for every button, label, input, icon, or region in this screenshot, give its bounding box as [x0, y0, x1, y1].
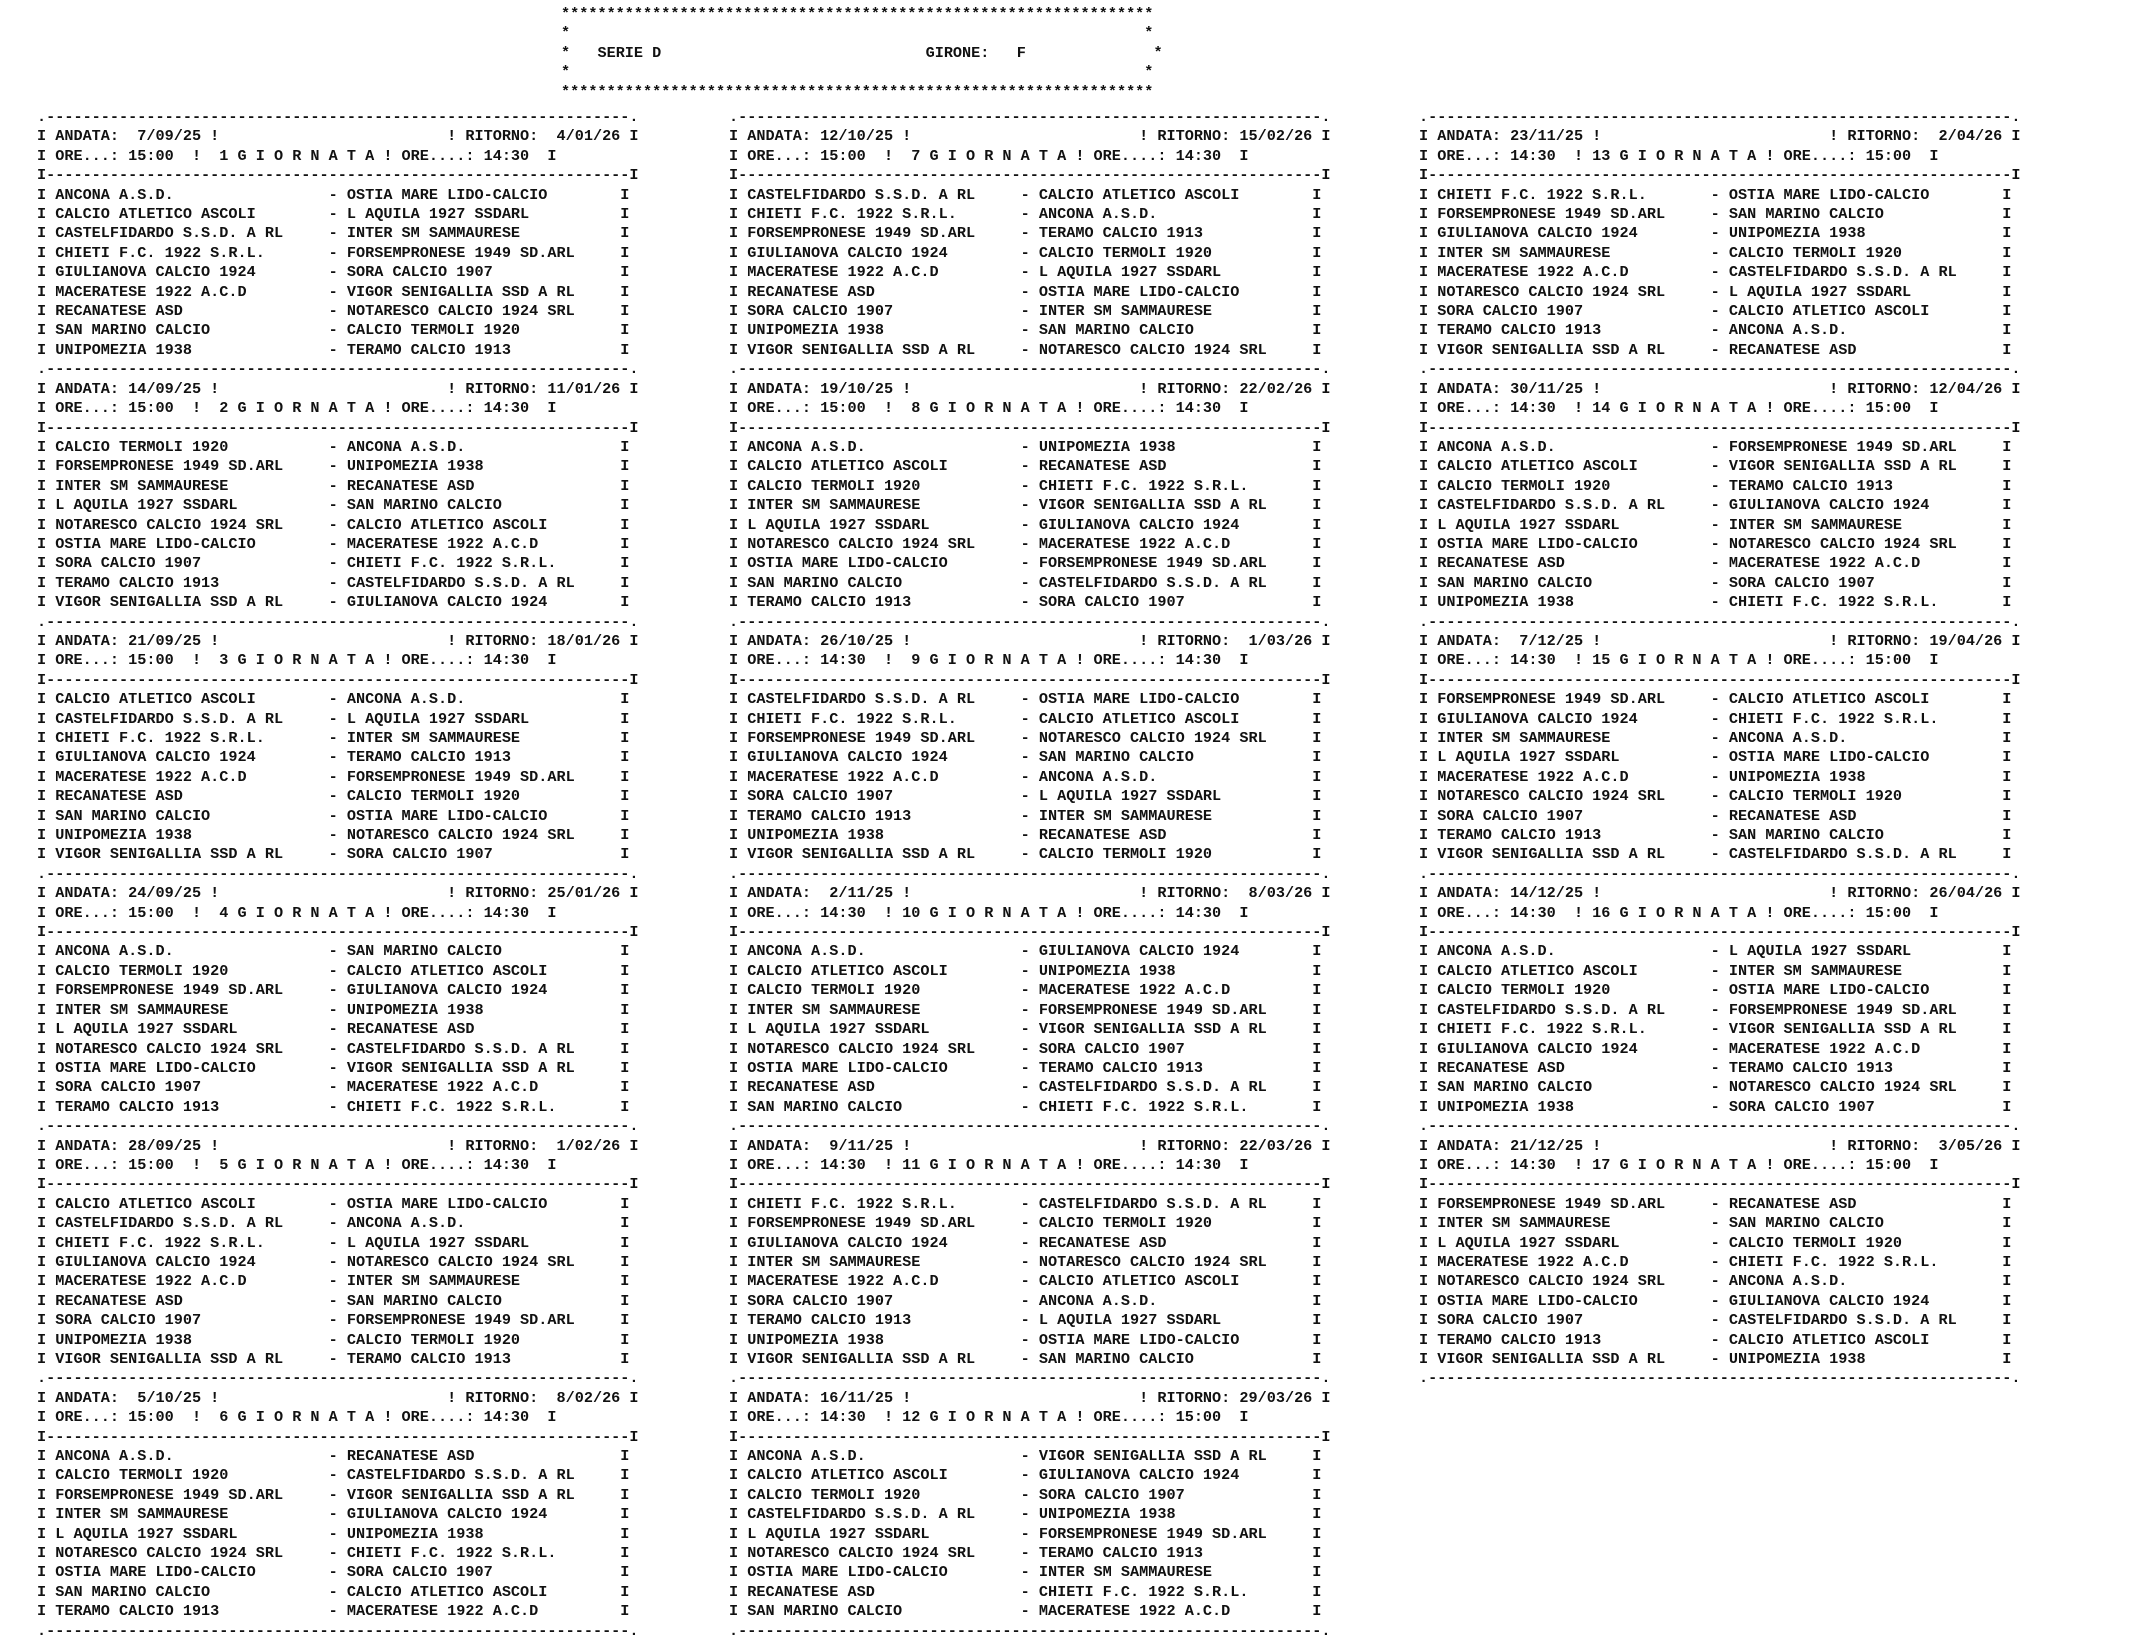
round-bottom-border: .----------------------------------------------------------------. — [37, 1369, 639, 1388]
round-header-dates: I ANDATA: 9/11/25 ! ! RITORNO: 22/03/26 I — [729, 1136, 1331, 1155]
round-header-divider: I----------------------------------------------------------------I — [1419, 418, 2021, 437]
round-header-dates: I ANDATA: 19/10/25 ! ! RITORNO: 22/02/26 I — [729, 379, 1331, 398]
round-header-dates: I ANDATA: 21/09/25 ! ! RITORNO: 18/01/26 I — [37, 631, 639, 650]
column-right — [1419, 108, 2021, 1389]
match-row: I RECANATESE ASD - OSTIA MARE LIDO-CALCIO I — [729, 282, 1322, 301]
match-row: I RECANATESE ASD - CALCIO TERMOLI 1920 I — [37, 787, 630, 806]
round-bottom-border: .----------------------------------------------------------------. — [729, 360, 1331, 379]
match-row: I TERAMO CALCIO 1913 - MACERATESE 1922 A.C.D I — [37, 1602, 630, 1621]
match-row: I CHIETI F.C. 1922 S.R.L. - CALCIO ATLETICO ASCOLI I — [729, 709, 1322, 728]
match-row: I NOTARESCO CALCIO 1924 SRL - SORA CALCIO 1907 I — [729, 1039, 1322, 1058]
round-header-dates: I ANDATA: 7/09/25 ! ! RITORNO: 4/01/26 I — [37, 127, 639, 146]
round-header-times: I ORE...: 15:00 ! 3 G I O R N A T A ! ORE....: 14:30 I — [37, 651, 557, 670]
match-row: I L AQUILA 1927 SSDARL - FORSEMPRONESE 1949 SD.ARL I — [729, 1524, 1322, 1543]
match-row: I RECANATESE ASD - NOTARESCO CALCIO 1924 SRL I — [37, 302, 630, 321]
match-row: I NOTARESCO CALCIO 1924 SRL - TERAMO CALCIO 1913 I — [729, 1544, 1322, 1563]
match-row: I FORSEMPRONESE 1949 SD.ARL - CALCIO TERMOLI 1920 I — [729, 1214, 1322, 1233]
match-row: I MACERATESE 1922 A.C.D - CASTELFIDARDO S.S.D. A RL I — [1419, 263, 2012, 282]
match-row: I VIGOR SENIGALLIA SSD A RL - UNIPOMEZIA 1938 I — [1419, 1350, 2012, 1368]
match-row: I TERAMO CALCIO 1913 - CHIETI F.C. 1922 S.R.L. I — [37, 1097, 630, 1116]
match-row: I CALCIO ATLETICO ASCOLI - L AQUILA 1927 SSDARL I — [37, 205, 630, 224]
match-row: I INTER SM SAMMAURESE - SAN MARINO CALCIO I — [1419, 1214, 2012, 1233]
match-row: I MACERATESE 1922 A.C.D - FORSEMPRONESE 1949 SD.ARL I — [37, 767, 630, 786]
round-header-times: I ORE...: 15:00 ! 8 G I O R N A T A ! ORE....: 14:30 I — [729, 399, 1249, 418]
match-row: I FORSEMPRONESE 1949 SD.ARL - CALCIO ATLETICO ASCOLI I — [1419, 690, 2012, 709]
league-name: SERIE D — [597, 43, 662, 62]
match-row: I UNIPOMEZIA 1938 - SAN MARINO CALCIO I — [729, 321, 1322, 340]
match-row: I CASTELFIDARDO S.S.D. A RL - GIULIANOVA CALCIO 1924 I — [1419, 496, 2012, 515]
match-row: I TERAMO CALCIO 1913 - L AQUILA 1927 SSDARL I — [729, 1311, 1322, 1330]
match-row: I VIGOR SENIGALLIA SSD A RL - SAN MARINO CALCIO I — [729, 1350, 1322, 1368]
match-row: I SORA CALCIO 1907 - FORSEMPRONESE 1949 SD.ARL I — [37, 1311, 630, 1330]
match-row: I FORSEMPRONESE 1949 SD.ARL - UNIPOMEZIA 1938 I — [37, 457, 630, 476]
match-row: I SORA CALCIO 1907 - INTER SM SAMMAURESE I — [729, 302, 1322, 321]
round-header-times: I ORE...: 15:00 ! 2 G I O R N A T A ! ORE....: 14:30 I — [37, 399, 557, 418]
round-header-times: I ORE...: 14:30 ! 16 G I O R N A T A ! ORE....: 15:00 I — [1419, 903, 1939, 922]
match-row: I OSTIA MARE LIDO-CALCIO - GIULIANOVA CALCIO 1924 I — [1419, 1291, 2012, 1310]
match-row: I L AQUILA 1927 SSDARL - INTER SM SAMMAURESE I — [1419, 515, 2012, 534]
match-row: I CASTELFIDARDO S.S.D. A RL - UNIPOMEZIA 1938 I — [729, 1505, 1322, 1524]
round-bottom-border: .----------------------------------------------------------------. — [729, 612, 1331, 631]
match-row: I INTER SM SAMMAURESE - RECANATESE ASD I — [37, 476, 630, 495]
match-row: I CALCIO TERMOLI 1920 - TERAMO CALCIO 1913 I — [1419, 476, 2012, 495]
round-header-dates: I ANDATA: 16/11/25 ! ! RITORNO: 29/03/26 I — [729, 1388, 1331, 1407]
round-2 — [37, 380, 639, 632]
header-banner — [561, 5, 1163, 102]
girone-value: F — [1016, 43, 1026, 62]
match-row: I INTER SM SAMMAURESE - UNIPOMEZIA 1938 I — [37, 1000, 630, 1019]
round-header-dates: I ANDATA: 24/09/25 ! ! RITORNO: 25/01/26 I — [37, 884, 639, 903]
round-header-divider: I----------------------------------------------------------------I — [37, 418, 639, 437]
match-row: I TERAMO CALCIO 1913 - ANCONA A.S.D. I — [1419, 321, 2012, 340]
match-row: I CASTELFIDARDO S.S.D. A RL - INTER SM SAMMAURESE I — [37, 224, 630, 243]
round-header-dates: I ANDATA: 14/09/25 ! ! RITORNO: 11/01/26 I — [37, 379, 639, 398]
match-row: I FORSEMPRONESE 1949 SD.ARL - TERAMO CALCIO 1913 I — [729, 224, 1322, 243]
match-row: I CALCIO TERMOLI 1920 - OSTIA MARE LIDO-CALCIO I — [1419, 981, 2012, 1000]
match-row: I SAN MARINO CALCIO - CALCIO TERMOLI 1920 I — [37, 321, 630, 340]
match-row: I OSTIA MARE LIDO-CALCIO - FORSEMPRONESE 1949 SD.ARL I — [729, 554, 1322, 573]
round-17 — [1419, 1137, 2021, 1389]
round-header-divider: I----------------------------------------------------------------I — [37, 1175, 639, 1194]
round-3 — [37, 632, 639, 884]
match-row: I GIULIANOVA CALCIO 1924 - TERAMO CALCIO 1913 I — [37, 748, 630, 767]
match-row: I INTER SM SAMMAURESE - CALCIO TERMOLI 1920 I — [1419, 243, 2012, 262]
match-row: I CHIETI F.C. 1922 S.R.L. - L AQUILA 1927 SSDARL I — [37, 1233, 630, 1252]
round-bottom-border: .----------------------------------------------------------------. — [1419, 1369, 2021, 1388]
match-row: I RECANATESE ASD - MACERATESE 1922 A.C.D I — [1419, 554, 2012, 573]
round-header-dates: I ANDATA: 21/12/25 ! ! RITORNO: 3/05/26 I — [1419, 1136, 2021, 1155]
match-row: I MACERATESE 1922 A.C.D - UNIPOMEZIA 1938 I — [1419, 767, 2012, 786]
match-row: I CALCIO ATLETICO ASCOLI - VIGOR SENIGALLIA SSD A RL I — [1419, 457, 2012, 476]
match-row: I VIGOR SENIGALLIA SSD A RL - CALCIO TERMOLI 1920 I — [729, 845, 1322, 864]
match-row: I GIULIANOVA CALCIO 1924 - NOTARESCO CALCIO 1924 SRL I — [37, 1252, 630, 1271]
round-7 — [729, 108, 1331, 380]
round-header-dates: I ANDATA: 12/10/25 ! ! RITORNO: 15/02/26 I — [729, 127, 1331, 146]
match-row: I SORA CALCIO 1907 - CASTELFIDARDO S.S.D. A RL I — [1419, 1311, 2012, 1330]
round-header-dates: I ANDATA: 2/11/25 ! ! RITORNO: 8/03/26 I — [729, 884, 1331, 903]
match-row: I INTER SM SAMMAURESE - FORSEMPRONESE 1949 SD.ARL I — [729, 1000, 1322, 1019]
match-row: I ANCONA A.S.D. - L AQUILA 1927 SSDARL I — [1419, 942, 2012, 961]
match-row: I MACERATESE 1922 A.C.D - L AQUILA 1927 SSDARL I — [729, 263, 1322, 282]
round-bottom-border: .----------------------------------------------------------------. — [37, 864, 639, 883]
match-row: I CALCIO TERMOLI 1920 - CASTELFIDARDO S.S.D. A RL I — [37, 1466, 630, 1485]
round-header-divider: I----------------------------------------------------------------I — [37, 166, 639, 185]
match-row: I NOTARESCO CALCIO 1924 SRL - ANCONA A.S.D. I — [1419, 1272, 2012, 1291]
match-row: I CHIETI F.C. 1922 S.R.L. - CASTELFIDARDO S.S.D. A RL I — [729, 1194, 1322, 1213]
match-row: I OSTIA MARE LIDO-CALCIO - VIGOR SENIGALLIA SSD A RL I — [37, 1058, 630, 1077]
match-row: I CHIETI F.C. 1922 S.R.L. - INTER SM SAMMAURESE I — [37, 729, 630, 747]
round-header-divider: I----------------------------------------------------------------I — [729, 166, 1331, 185]
round-bottom-border: .----------------------------------------------------------------. — [37, 360, 639, 379]
match-row: I OSTIA MARE LIDO-CALCIO - TERAMO CALCIO 1913 I — [729, 1058, 1322, 1077]
round-header-times: I ORE...: 15:00 ! 4 G I O R N A T A ! ORE....: 14:30 I — [37, 903, 557, 922]
match-row: I SORA CALCIO 1907 - ANCONA A.S.D. I — [729, 1291, 1322, 1310]
match-row: I L AQUILA 1927 SSDARL - RECANATESE ASD I — [37, 1020, 630, 1039]
round-header-times: I ORE...: 15:00 ! 7 G I O R N A T A ! ORE....: 14:30 I — [729, 146, 1249, 165]
round-top-border: .----------------------------------------------------------------. — [37, 108, 639, 126]
match-row: I NOTARESCO CALCIO 1924 SRL - CALCIO ATLETICO ASCOLI I — [37, 515, 630, 534]
match-row: I CHIETI F.C. 1922 S.R.L. - ANCONA A.S.D. I — [729, 205, 1322, 224]
match-row: I UNIPOMEZIA 1938 - CHIETI F.C. 1922 S.R.L. I — [1419, 593, 2012, 612]
round-16 — [1419, 884, 2021, 1136]
match-row: I UNIPOMEZIA 1938 - RECANATESE ASD I — [729, 826, 1322, 845]
banner-title-line: * SERIE D GIRONE: F * — [561, 43, 1163, 62]
match-row: I NOTARESCO CALCIO 1924 SRL - CALCIO TERMOLI 1920 I — [1419, 787, 2012, 806]
match-row: I FORSEMPRONESE 1949 SD.ARL - NOTARESCO CALCIO 1924 SRL I — [729, 729, 1322, 747]
match-row: I RECANATESE ASD - TERAMO CALCIO 1913 I — [1419, 1058, 2012, 1077]
match-row: I ANCONA A.S.D. - VIGOR SENIGALLIA SSD A RL I — [729, 1447, 1322, 1466]
round-header-dates: I ANDATA: 26/10/25 ! ! RITORNO: 1/03/26 I — [729, 631, 1331, 650]
round-header-times: I ORE...: 14:30 ! 14 G I O R N A T A ! ORE....: 15:00 I — [1419, 399, 1939, 418]
round-header-divider: I----------------------------------------------------------------I — [1419, 1175, 2021, 1194]
round-header-divider: I----------------------------------------------------------------I — [729, 1427, 1331, 1446]
round-bottom-border: .----------------------------------------------------------------. — [37, 1621, 639, 1640]
round-header-dates: I ANDATA: 28/09/25 ! ! RITORNO: 1/02/26 I — [37, 1136, 639, 1155]
match-row: I UNIPOMEZIA 1938 - SORA CALCIO 1907 I — [1419, 1097, 2012, 1116]
round-8 — [729, 380, 1331, 632]
round-header-times: I ORE...: 14:30 ! 11 G I O R N A T A ! ORE....: 14:30 I — [729, 1155, 1249, 1174]
round-bottom-border: .----------------------------------------------------------------. — [1419, 612, 2021, 631]
round-header-divider: I----------------------------------------------------------------I — [1419, 670, 2021, 689]
round-header-times: I ORE...: 14:30 ! 12 G I O R N A T A ! ORE....: 15:00 I — [729, 1408, 1249, 1427]
round-header-divider: I----------------------------------------------------------------I — [37, 923, 639, 942]
match-row: I INTER SM SAMMAURESE - NOTARESCO CALCIO 1924 SRL I — [729, 1252, 1322, 1271]
match-row: I CASTELFIDARDO S.S.D. A RL - CALCIO ATLETICO ASCOLI I — [729, 185, 1322, 204]
match-row: I CASTELFIDARDO S.S.D. A RL - OSTIA MARE LIDO-CALCIO I — [729, 690, 1322, 709]
round-bottom-border: .----------------------------------------------------------------. — [1419, 360, 2021, 379]
round-13 — [1419, 108, 2021, 380]
match-row: I GIULIANOVA CALCIO 1924 - CHIETI F.C. 1922 S.R.L. I — [1419, 709, 2012, 728]
match-row: I CHIETI F.C. 1922 S.R.L. - FORSEMPRONESE 1949 SD.ARL I — [37, 243, 630, 262]
match-row: I CALCIO TERMOLI 1920 - CALCIO ATLETICO ASCOLI I — [37, 961, 630, 980]
match-row: I INTER SM SAMMAURESE - VIGOR SENIGALLIA SSD A RL I — [729, 496, 1322, 515]
match-row: I VIGOR SENIGALLIA SSD A RL - RECANATESE ASD I — [1419, 340, 2012, 359]
banner-blank-line: * * — [561, 63, 1154, 82]
match-row: I OSTIA MARE LIDO-CALCIO - NOTARESCO CALCIO 1924 SRL I — [1419, 534, 2012, 553]
match-row: I SORA CALCIO 1907 - L AQUILA 1927 SSDARL I — [729, 787, 1322, 806]
match-row: I L AQUILA 1927 SSDARL - VIGOR SENIGALLIA SSD A RL I — [729, 1020, 1322, 1039]
match-row: I GIULIANOVA CALCIO 1924 - SORA CALCIO 1907 I — [37, 263, 630, 282]
match-row: I CHIETI F.C. 1922 S.R.L. - VIGOR SENIGALLIA SSD A RL I — [1419, 1020, 2012, 1039]
match-row: I NOTARESCO CALCIO 1924 SRL - CASTELFIDARDO S.S.D. A RL I — [37, 1039, 630, 1058]
round-15 — [1419, 632, 2021, 884]
column-left — [37, 108, 639, 1641]
banner-top-border: ***************************************************************** — [561, 5, 1154, 23]
banner-blank-line: * * — [561, 24, 1154, 43]
round-9 — [729, 632, 1331, 884]
match-row: I VIGOR SENIGALLIA SSD A RL - CASTELFIDARDO S.S.D. A RL I — [1419, 845, 2012, 864]
match-row: I TERAMO CALCIO 1913 - SAN MARINO CALCIO I — [1419, 826, 2012, 845]
match-row: I ANCONA A.S.D. - UNIPOMEZIA 1938 I — [729, 437, 1322, 456]
match-row: I GIULIANOVA CALCIO 1924 - MACERATESE 1922 A.C.D I — [1419, 1039, 2012, 1058]
round-4 — [37, 884, 639, 1136]
banner-bottom-border: ***************************************************************** — [561, 82, 1154, 101]
match-row: I ANCONA A.S.D. - OSTIA MARE LIDO-CALCIO I — [37, 185, 630, 204]
round-top-border: .----------------------------------------------------------------. — [1419, 108, 2021, 126]
match-row: I MACERATESE 1922 A.C.D - CALCIO ATLETICO ASCOLI I — [729, 1272, 1322, 1291]
round-11 — [729, 1137, 1331, 1389]
match-row: I CASTELFIDARDO S.S.D. A RL - L AQUILA 1927 SSDARL I — [37, 709, 630, 728]
match-row: I INTER SM SAMMAURESE - ANCONA A.S.D. I — [1419, 729, 2012, 747]
match-row: I RECANATESE ASD - SAN MARINO CALCIO I — [37, 1291, 630, 1310]
round-top-border: .----------------------------------------------------------------. — [729, 108, 1331, 126]
round-header-divider: I----------------------------------------------------------------I — [1419, 166, 2021, 185]
match-row: I SORA CALCIO 1907 - RECANATESE ASD I — [1419, 806, 2012, 825]
match-row: I CALCIO ATLETICO ASCOLI - GIULIANOVA CALCIO 1924 I — [729, 1466, 1322, 1485]
match-row: I ANCONA A.S.D. - RECANATESE ASD I — [37, 1447, 630, 1466]
match-row: I RECANATESE ASD - CASTELFIDARDO S.S.D. A RL I — [729, 1078, 1322, 1097]
round-bottom-border: .----------------------------------------------------------------. — [1419, 1117, 2021, 1136]
round-header-dates: I ANDATA: 7/12/25 ! ! RITORNO: 19/04/26 I — [1419, 631, 2021, 650]
round-header-times: I ORE...: 14:30 ! 13 G I O R N A T A ! ORE....: 15:00 I — [1419, 146, 1939, 165]
round-header-divider: I----------------------------------------------------------------I — [729, 418, 1331, 437]
match-row: I UNIPOMEZIA 1938 - OSTIA MARE LIDO-CALCIO I — [729, 1330, 1322, 1349]
match-row: I MACERATESE 1922 A.C.D - ANCONA A.S.D. I — [729, 767, 1322, 786]
match-row: I SAN MARINO CALCIO - CALCIO ATLETICO ASCOLI I — [37, 1582, 630, 1601]
match-row: I CALCIO ATLETICO ASCOLI - UNIPOMEZIA 1938 I — [729, 961, 1322, 980]
match-row: I ANCONA A.S.D. - SAN MARINO CALCIO I — [37, 942, 630, 961]
round-header-divider: I----------------------------------------------------------------I — [37, 1427, 639, 1446]
match-row: I CALCIO ATLETICO ASCOLI - ANCONA A.S.D. I — [37, 690, 630, 709]
match-row: I L AQUILA 1927 SSDARL - UNIPOMEZIA 1938 I — [37, 1524, 630, 1543]
match-row: I NOTARESCO CALCIO 1924 SRL - L AQUILA 1927 SSDARL I — [1419, 282, 2012, 301]
round-header-dates: I ANDATA: 23/11/25 ! ! RITORNO: 2/04/26 I — [1419, 127, 2021, 146]
match-row: I OSTIA MARE LIDO-CALCIO - MACERATESE 1922 A.C.D I — [37, 534, 630, 553]
match-row: I SAN MARINO CALCIO - SORA CALCIO 1907 I — [1419, 573, 2012, 592]
match-row: I SORA CALCIO 1907 - CALCIO ATLETICO ASCOLI I — [1419, 302, 2012, 321]
match-row: I SAN MARINO CALCIO - NOTARESCO CALCIO 1924 SRL I — [1419, 1078, 2012, 1097]
match-row: I FORSEMPRONESE 1949 SD.ARL - RECANATESE ASD I — [1419, 1194, 2012, 1213]
round-header-dates: I ANDATA: 5/10/25 ! ! RITORNO: 8/02/26 I — [37, 1388, 639, 1407]
round-5 — [37, 1137, 639, 1389]
round-header-times: I ORE...: 15:00 ! 5 G I O R N A T A ! ORE....: 14:30 I — [37, 1155, 557, 1174]
round-header-divider: I----------------------------------------------------------------I — [37, 670, 639, 689]
round-header-times: I ORE...: 14:30 ! 15 G I O R N A T A ! ORE....: 15:00 I — [1419, 651, 1939, 670]
match-row: I GIULIANOVA CALCIO 1924 - UNIPOMEZIA 1938 I — [1419, 224, 2012, 243]
match-row: I CASTELFIDARDO S.S.D. A RL - FORSEMPRONESE 1949 SD.ARL I — [1419, 1000, 2012, 1019]
round-header-times: I ORE...: 14:30 ! 17 G I O R N A T A ! ORE....: 15:00 I — [1419, 1155, 1939, 1174]
round-header-divider: I----------------------------------------------------------------I — [1419, 923, 2021, 942]
match-row: I MACERATESE 1922 A.C.D - VIGOR SENIGALLIA SSD A RL I — [37, 282, 630, 301]
match-row: I UNIPOMEZIA 1938 - NOTARESCO CALCIO 1924 SRL I — [37, 826, 630, 845]
column-middle — [729, 108, 1331, 1641]
match-row: I FORSEMPRONESE 1949 SD.ARL - SAN MARINO CALCIO I — [1419, 205, 2012, 224]
match-row: I SAN MARINO CALCIO - CASTELFIDARDO S.S.D. A RL I — [729, 573, 1322, 592]
match-row: I NOTARESCO CALCIO 1924 SRL - CHIETI F.C. 1922 S.R.L. I — [37, 1544, 630, 1563]
match-row: I UNIPOMEZIA 1938 - CALCIO TERMOLI 1920 I — [37, 1330, 630, 1349]
match-row: I OSTIA MARE LIDO-CALCIO - SORA CALCIO 1907 I — [37, 1563, 630, 1582]
match-row: I CALCIO TERMOLI 1920 - CHIETI F.C. 1922 S.R.L. I — [729, 476, 1322, 495]
match-row: I CALCIO TERMOLI 1920 - SORA CALCIO 1907 I — [729, 1485, 1322, 1504]
round-6 — [37, 1389, 639, 1641]
match-row: I TERAMO CALCIO 1913 - SORA CALCIO 1907 I — [729, 593, 1322, 612]
match-row: I L AQUILA 1927 SSDARL - OSTIA MARE LIDO-CALCIO I — [1419, 748, 2012, 767]
round-header-times: I ORE...: 15:00 ! 6 G I O R N A T A ! ORE....: 14:30 I — [37, 1408, 557, 1427]
round-header-dates: I ANDATA: 30/11/25 ! ! RITORNO: 12/04/26 I — [1419, 379, 2021, 398]
match-row: I TERAMO CALCIO 1913 - CALCIO ATLETICO ASCOLI I — [1419, 1330, 2012, 1349]
match-row: I SORA CALCIO 1907 - MACERATESE 1922 A.C.D I — [37, 1078, 630, 1097]
round-header-times: I ORE...: 15:00 ! 1 G I O R N A T A ! ORE....: 14:30 I — [37, 146, 557, 165]
match-row: I SAN MARINO CALCIO - CHIETI F.C. 1922 S.R.L. I — [729, 1097, 1322, 1116]
match-row: I RECANATESE ASD - CHIETI F.C. 1922 S.R.L. I — [729, 1582, 1322, 1601]
match-row: I FORSEMPRONESE 1949 SD.ARL - GIULIANOVA CALCIO 1924 I — [37, 981, 630, 1000]
match-row: I MACERATESE 1922 A.C.D - INTER SM SAMMAURESE I — [37, 1272, 630, 1291]
match-row: I INTER SM SAMMAURESE - GIULIANOVA CALCIO 1924 I — [37, 1505, 630, 1524]
match-row: I NOTARESCO CALCIO 1924 SRL - MACERATESE 1922 A.C.D I — [729, 534, 1322, 553]
match-row: I L AQUILA 1927 SSDARL - SAN MARINO CALCIO I — [37, 496, 630, 515]
match-row: I OSTIA MARE LIDO-CALCIO - INTER SM SAMMAURESE I — [729, 1563, 1322, 1582]
round-1 — [37, 108, 639, 380]
round-bottom-border: .----------------------------------------------------------------. — [729, 1369, 1331, 1388]
match-row: I MACERATESE 1922 A.C.D - CHIETI F.C. 1922 S.R.L. I — [1419, 1252, 2012, 1271]
round-header-times: I ORE...: 14:30 ! 10 G I O R N A T A ! ORE....: 14:30 I — [729, 903, 1249, 922]
round-header-divider: I----------------------------------------------------------------I — [729, 1175, 1331, 1194]
match-row: I CHIETI F.C. 1922 S.R.L. - OSTIA MARE LIDO-CALCIO I — [1419, 185, 2012, 204]
round-12 — [729, 1389, 1331, 1641]
round-bottom-border: .----------------------------------------------------------------. — [1419, 864, 2021, 883]
match-row: I CALCIO ATLETICO ASCOLI - RECANATESE ASD I — [729, 457, 1322, 476]
match-row: I ANCONA A.S.D. - GIULIANOVA CALCIO 1924 I — [729, 942, 1322, 961]
match-row: I VIGOR SENIGALLIA SSD A RL - GIULIANOVA CALCIO 1924 I — [37, 593, 630, 612]
round-bottom-border: .----------------------------------------------------------------. — [37, 1117, 639, 1136]
match-row: I CALCIO TERMOLI 1920 - ANCONA A.S.D. I — [37, 437, 630, 456]
match-row: I GIULIANOVA CALCIO 1924 - CALCIO TERMOLI 1920 I — [729, 243, 1322, 262]
round-14 — [1419, 380, 2021, 632]
match-row: I L AQUILA 1927 SSDARL - GIULIANOVA CALCIO 1924 I — [729, 515, 1322, 534]
round-bottom-border: .----------------------------------------------------------------. — [729, 1621, 1331, 1640]
match-row: I VIGOR SENIGALLIA SSD A RL - NOTARESCO CALCIO 1924 SRL I — [729, 340, 1322, 359]
match-row: I FORSEMPRONESE 1949 SD.ARL - VIGOR SENIGALLIA SSD A RL I — [37, 1485, 630, 1504]
match-row: I TERAMO CALCIO 1913 - INTER SM SAMMAURESE I — [729, 806, 1322, 825]
match-row: I GIULIANOVA CALCIO 1924 - RECANATESE ASD I — [729, 1233, 1322, 1252]
match-row: I CALCIO ATLETICO ASCOLI - OSTIA MARE LIDO-CALCIO I — [37, 1194, 630, 1213]
round-bottom-border: .----------------------------------------------------------------. — [729, 1117, 1331, 1136]
match-row: I UNIPOMEZIA 1938 - TERAMO CALCIO 1913 I — [37, 340, 630, 359]
round-bottom-border: .----------------------------------------------------------------. — [37, 612, 639, 631]
round-header-times: I ORE...: 14:30 ! 9 G I O R N A T A ! ORE....: 14:30 I — [729, 651, 1249, 670]
match-row: I SAN MARINO CALCIO - MACERATESE 1922 A.C.D I — [729, 1602, 1322, 1621]
match-row: I VIGOR SENIGALLIA SSD A RL - TERAMO CALCIO 1913 I — [37, 1350, 630, 1368]
round-header-dates: I ANDATA: 14/12/25 ! ! RITORNO: 26/04/26 I — [1419, 884, 2021, 903]
match-row: I TERAMO CALCIO 1913 - CASTELFIDARDO S.S.D. A RL I — [37, 573, 630, 592]
match-row: I SORA CALCIO 1907 - CHIETI F.C. 1922 S.R.L. I — [37, 554, 630, 573]
match-row: I CASTELFIDARDO S.S.D. A RL - ANCONA A.S.D. I — [37, 1214, 630, 1233]
round-bottom-border: .----------------------------------------------------------------. — [729, 864, 1331, 883]
round-header-divider: I----------------------------------------------------------------I — [729, 670, 1331, 689]
match-row: I ANCONA A.S.D. - FORSEMPRONESE 1949 SD.ARL I — [1419, 437, 2012, 456]
round-10 — [729, 884, 1331, 1136]
match-row: I VIGOR SENIGALLIA SSD A RL - SORA CALCIO 1907 I — [37, 845, 630, 864]
girone-label: GIRONE: — [925, 43, 990, 62]
match-row: I SAN MARINO CALCIO - OSTIA MARE LIDO-CALCIO I — [37, 806, 630, 825]
match-row: I GIULIANOVA CALCIO 1924 - SAN MARINO CALCIO I — [729, 748, 1322, 767]
match-row: I L AQUILA 1927 SSDARL - CALCIO TERMOLI 1920 I — [1419, 1233, 2012, 1252]
match-row: I CALCIO ATLETICO ASCOLI - INTER SM SAMMAURESE I — [1419, 961, 2012, 980]
round-header-divider: I----------------------------------------------------------------I — [729, 923, 1331, 942]
match-row: I CALCIO TERMOLI 1920 - MACERATESE 1922 A.C.D I — [729, 981, 1322, 1000]
